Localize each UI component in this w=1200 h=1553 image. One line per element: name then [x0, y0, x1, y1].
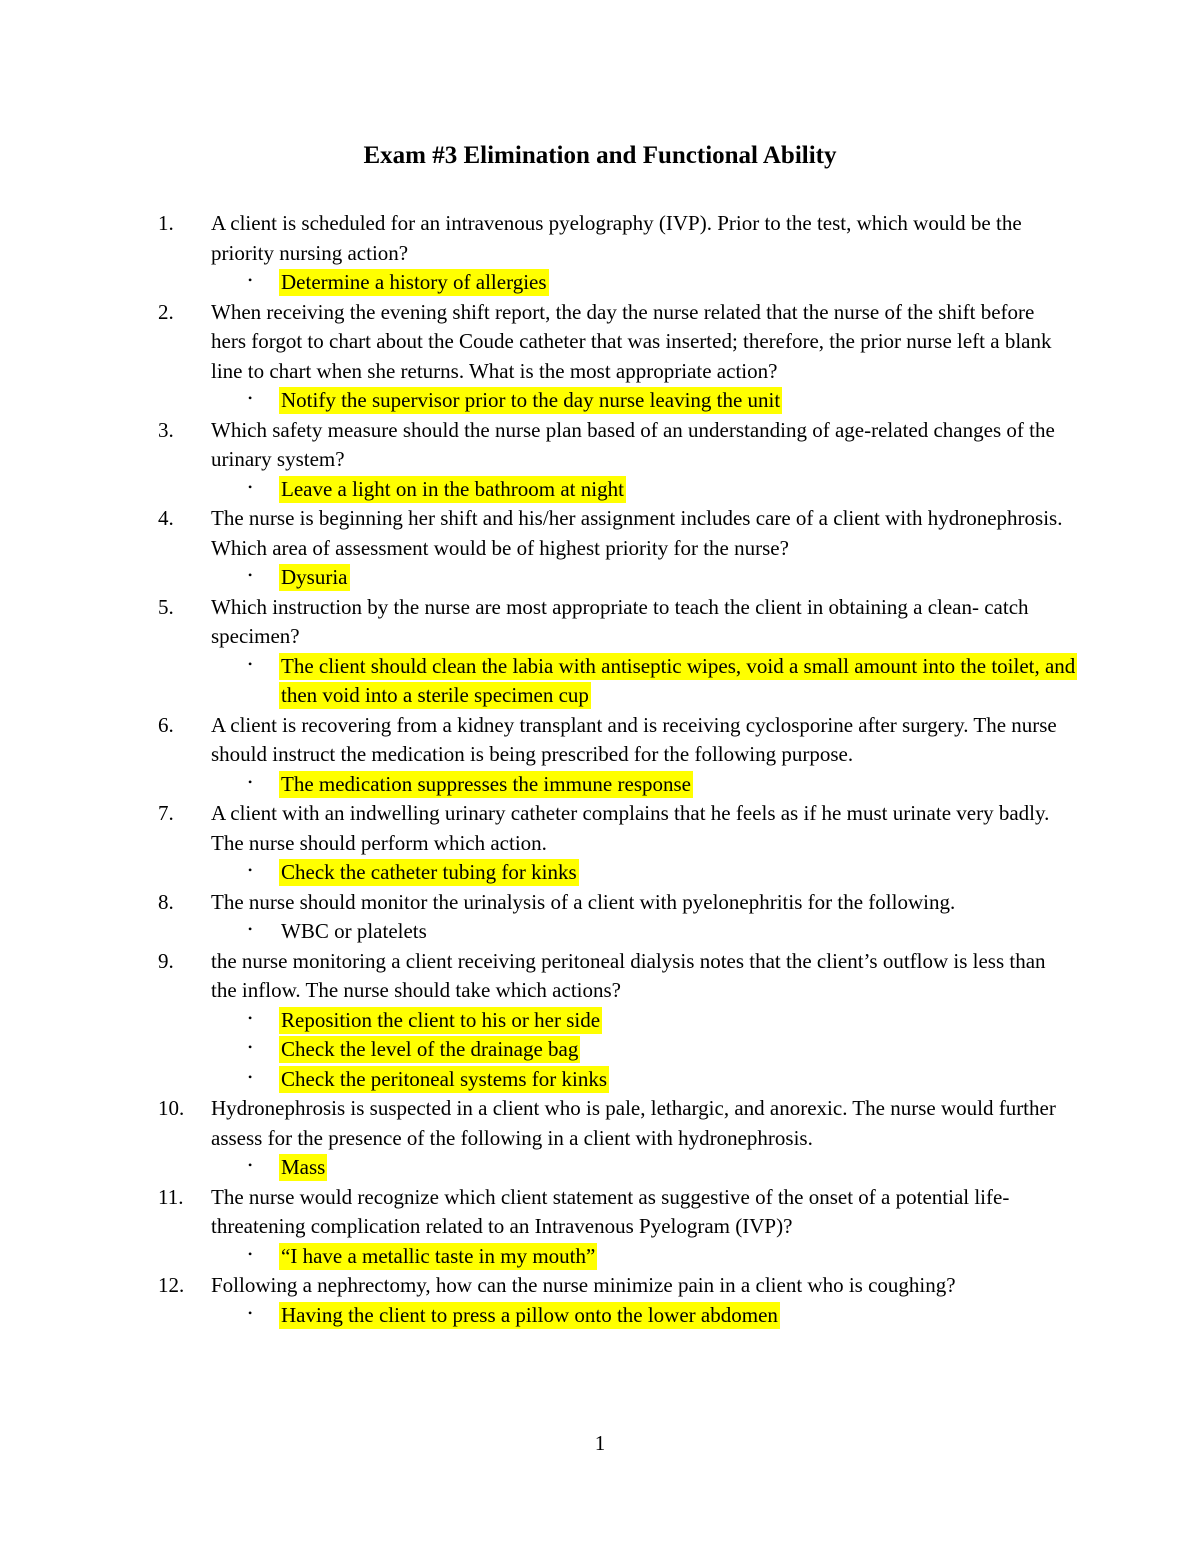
bullet-icon: •	[248, 1010, 253, 1025]
answer-text-wrapper	[281, 770, 1081, 800]
question-text: The nurse should monitor the urinalysis of a client with pyelonephritis for the following.	[211, 889, 956, 914]
bullet-icon: •	[248, 863, 253, 877]
question-item	[0, 209, 1200, 298]
answer-text: WBC or platelets	[281, 919, 427, 943]
answer-item	[0, 858, 1200, 888]
bullet-icon: •	[248, 1158, 253, 1172]
answer-list	[0, 563, 1200, 593]
question-text: Which safety measure should the nurse plan based of an understanding of age-related changes of the urinary system?	[211, 417, 1055, 471]
answer-item	[0, 1153, 1200, 1183]
question-number: 2.	[158, 299, 174, 324]
answer-list	[0, 1301, 1200, 1331]
question-text: the nurse monitoring a client receiving peritoneal dialysis notes that the client’s outflow is less than the inflow. The nurse should take which actions?	[211, 948, 1046, 1002]
question-item	[0, 888, 1200, 947]
question-text: A client is scheduled for an intravenous pyelography (IVP). Prior to the test, which would be the priority nursing action?	[211, 211, 1022, 265]
question-number: 10.	[158, 1096, 185, 1120]
highlighted-answer: The client should clean the labia with antiseptic wipes, void a small amount into the toilet, and then void into a sterile specimen cup	[281, 653, 1076, 707]
question-item	[0, 504, 1200, 593]
bullet-icon: •	[248, 922, 253, 936]
highlighted-answer: The medication suppresses the immune response	[281, 771, 691, 796]
question-item	[0, 416, 1200, 505]
question-item	[0, 298, 1200, 416]
highlighted-answer: Check the catheter tubing for kinks	[281, 860, 577, 884]
answer-item	[0, 1065, 1200, 1095]
answer-list	[0, 1006, 1200, 1095]
bullet-icon: •	[248, 568, 253, 582]
bullet-icon: •	[248, 391, 253, 405]
answer-item	[0, 475, 1200, 505]
highlighted-answer: Dysuria	[281, 565, 348, 589]
bullet-icon: •	[248, 1040, 253, 1054]
question-number: 7.	[158, 801, 174, 825]
highlighted-answer: Determine a history of allergies	[281, 270, 547, 294]
question-text: A client with an indwelling urinary catheter complains that he feels as if he must urinate very badly. The nurse should perform which action.	[211, 801, 1050, 855]
question-item	[0, 947, 1200, 1095]
question-item	[0, 711, 1200, 800]
bullet-icon: •	[248, 1246, 253, 1261]
bullet-icon: •	[248, 1069, 253, 1084]
page-title: Exam #3 Elimination and Functional Ability	[363, 142, 837, 169]
highlighted-answer: Reposition the client to his or her side	[281, 1007, 601, 1032]
answer-item	[0, 770, 1200, 800]
question-text: Following a nephrectomy, how can the nurse minimize pain in a client who is coughing?	[211, 1273, 956, 1297]
answer-list	[0, 268, 1200, 298]
bullet-icon: •	[248, 1305, 253, 1320]
bullet-icon: •	[248, 273, 253, 287]
answer-text-wrapper	[281, 386, 1081, 416]
question-item	[0, 799, 1200, 888]
answer-text-wrapper	[281, 268, 1081, 298]
question-number: 8.	[158, 889, 174, 914]
highlighted-answer: Mass	[281, 1155, 326, 1179]
answer-text-wrapper	[281, 1153, 1081, 1183]
question-item	[0, 1094, 1200, 1183]
question-number: 5.	[158, 594, 174, 619]
question-text: Hydronephrosis is suspected in a client who is pale, lethargic, and anorexic. The nurse would further assess for the presence of the following in a client with hydronephrosis.	[211, 1096, 1056, 1150]
answer-item	[0, 1006, 1200, 1036]
question-text: A client is recovering from a kidney transplant and is receiving cyclosporine after surgery. The nurse should instruct the medication is being prescribed for the following purpose.	[211, 712, 1057, 766]
answer-list	[0, 770, 1200, 800]
answer-item	[0, 917, 1200, 947]
answer-item	[0, 1301, 1200, 1331]
question-item	[0, 1183, 1200, 1272]
answer-text-wrapper	[281, 1301, 1081, 1331]
answer-text-wrapper	[281, 475, 1081, 505]
answer-text-wrapper	[281, 1006, 1081, 1036]
highlighted-answer: Check the level of the drainage bag	[281, 1037, 579, 1061]
answer-list	[0, 858, 1200, 888]
question-item	[0, 1271, 1200, 1330]
answer-text-wrapper	[281, 917, 1081, 947]
bullet-icon: •	[248, 479, 253, 494]
answer-item	[0, 1035, 1200, 1065]
answer-text-wrapper	[281, 1242, 1081, 1272]
question-text: When receiving the evening shift report, the day the nurse related that the nurse of the shift before hers forgot to chart about the Coude catheter that was inserted; therefore, the prior nurse left a blank line to chart when she returns. What is the most appropriate action?	[211, 299, 1052, 383]
question-number: 4.	[158, 506, 174, 530]
bullet-icon: •	[248, 774, 253, 789]
question-number: 6.	[158, 712, 174, 737]
question-number: 9.	[158, 948, 174, 973]
answer-text-wrapper	[281, 1065, 1081, 1095]
answer-text-wrapper	[281, 1035, 1081, 1065]
question-text: The nurse is beginning her shift and his/her assignment includes care of a client with hydronephrosis. Which area of assessment would be of highest priority for the nurse?	[211, 506, 1063, 560]
answer-item	[0, 1242, 1200, 1272]
answer-text-wrapper	[281, 858, 1081, 888]
question-item	[0, 593, 1200, 711]
highlighted-answer: Leave a light on in the bathroom at night	[281, 476, 624, 501]
answer-item	[0, 563, 1200, 593]
highlighted-answer: Notify the supervisor prior to the day nurse leaving the unit	[281, 388, 781, 412]
question-number: 3.	[158, 417, 174, 442]
highlighted-answer: Having the client to press a pillow onto the lower abdomen	[281, 1302, 778, 1327]
question-text: Which instruction by the nurse are most appropriate to teach the client in obtaining a clean- catch specimen?	[211, 594, 1029, 648]
answer-list	[0, 917, 1200, 947]
answer-text-wrapper	[281, 563, 1081, 593]
answer-list	[0, 475, 1200, 505]
answer-list	[0, 386, 1200, 416]
bullet-icon: •	[248, 656, 253, 671]
answer-item	[0, 386, 1200, 416]
answer-text-wrapper	[281, 652, 1081, 711]
question-list	[0, 209, 1200, 1330]
answer-list	[0, 652, 1200, 711]
question-number: 12.	[158, 1273, 185, 1297]
question-number: 1.	[158, 211, 174, 235]
question-number: 11.	[158, 1184, 184, 1209]
question-text: The nurse would recognize which client statement as suggestive of the onset of a potential life-threatening complication related to an Intravenous Pyelogram (IVP)?	[211, 1184, 1010, 1238]
highlighted-answer: Check the peritoneal systems for kinks	[281, 1066, 608, 1091]
highlighted-answer: “I have a metallic taste in my mouth”	[281, 1243, 596, 1268]
answer-item	[0, 268, 1200, 298]
page-number: 1	[594, 1431, 606, 1455]
answer-list	[0, 1153, 1200, 1183]
answer-item	[0, 652, 1200, 711]
answer-list	[0, 1242, 1200, 1272]
